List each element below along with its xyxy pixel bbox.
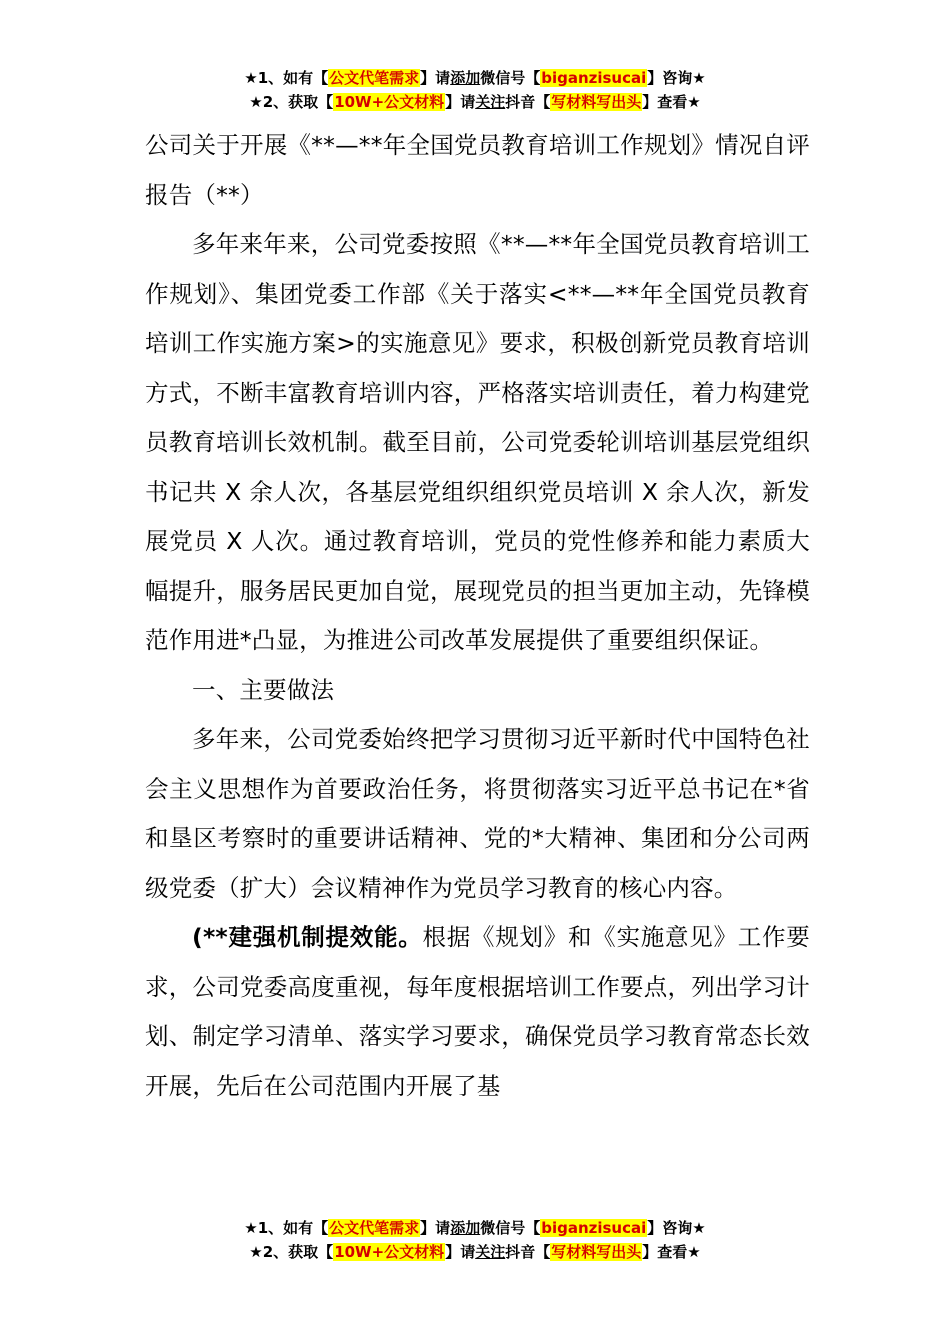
subsection-paragraph [145, 913, 810, 1111]
document-body [145, 121, 810, 1111]
top-banner [0, 66, 950, 114]
highlight-materials: 10W+公文材料 [334, 1243, 445, 1261]
highlight-ghostwriting: 公文代笔需求 [329, 1219, 420, 1237]
banner-line-1: ★1、如有【公文代笔需求】请添加微信号【biganzisucai】咨询★ [244, 69, 706, 87]
banner-line-2: ★2、获取【10W+公文材料】请关注抖音【写材料写出头】查看★ [249, 1243, 701, 1261]
highlight-douyin: 写材料写出头 [551, 93, 642, 111]
highlight-ghostwriting: 公文代笔需求 [329, 69, 420, 87]
highlight-wechat-id: biganzisucai [541, 69, 647, 87]
intro-paragraph: 多年来年来，公司党委按照《**—**年全国党员教育培训工作规划》、集团党委工作部《关于落实<**—**年全国党员教育培训工作实施方案>的实施意见》要求，积极创新党员教育培训方式，不断丰富教育培训内容，严格落实培训责任，着力构建党员教育培训长效机制。截至目前，公司党委轮训培训基层党组织书记共 X 余人次，各基层党组织组织党员培训 X 余人次，新发展党员 X 人次。通过教育培训，党员的党性修养和能力素质大幅提升，服务居民更加自觉，展现党员的担当更加主动，先锋模范作用进*凸显，为推进公司改革发展提供了重要组织保证。 [145, 230, 810, 654]
banner-line-2: ★2、获取【10W+公文材料】请关注抖音【写材料写出头】查看★ [249, 93, 701, 111]
banner-line-1: ★1、如有【公文代笔需求】请添加微信号【biganzisucai】咨询★ [244, 1219, 706, 1237]
bottom-banner [0, 1216, 950, 1264]
section-heading: 一、主要做法 [192, 675, 335, 704]
highlight-materials: 10W+公文材料 [334, 93, 445, 111]
subsection-heading: (**建强机制提效能。 [192, 923, 423, 951]
subsection-text: 根据《规划》和《实施意见》工作要求，公司党委高度重视，每年度根据培训工作要点，列出学习计划、制定学习清单、落实学习要求，确保党员学习教育常态长效开展，先后在公司范围内开展了基 [145, 923, 810, 1100]
highlight-wechat-id: biganzisucai [541, 1219, 647, 1237]
highlight-douyin: 写材料写出头 [551, 1243, 642, 1261]
document-title: 公司关于开展《**—**年全国党员教育培训工作规划》情况自评报告（**） [145, 131, 810, 209]
section-paragraph: 多年来，公司党委始终把学习贯彻习近平新时代中国特色社会主义思想作为首要政治任务，将贯彻落实习近平总书记在*省和垦区考察时的重要讲话精神、党的*大精神、集团和分公司两级党委（扩大）会议精神作为党员学习教育的核心内容。 [145, 725, 810, 902]
